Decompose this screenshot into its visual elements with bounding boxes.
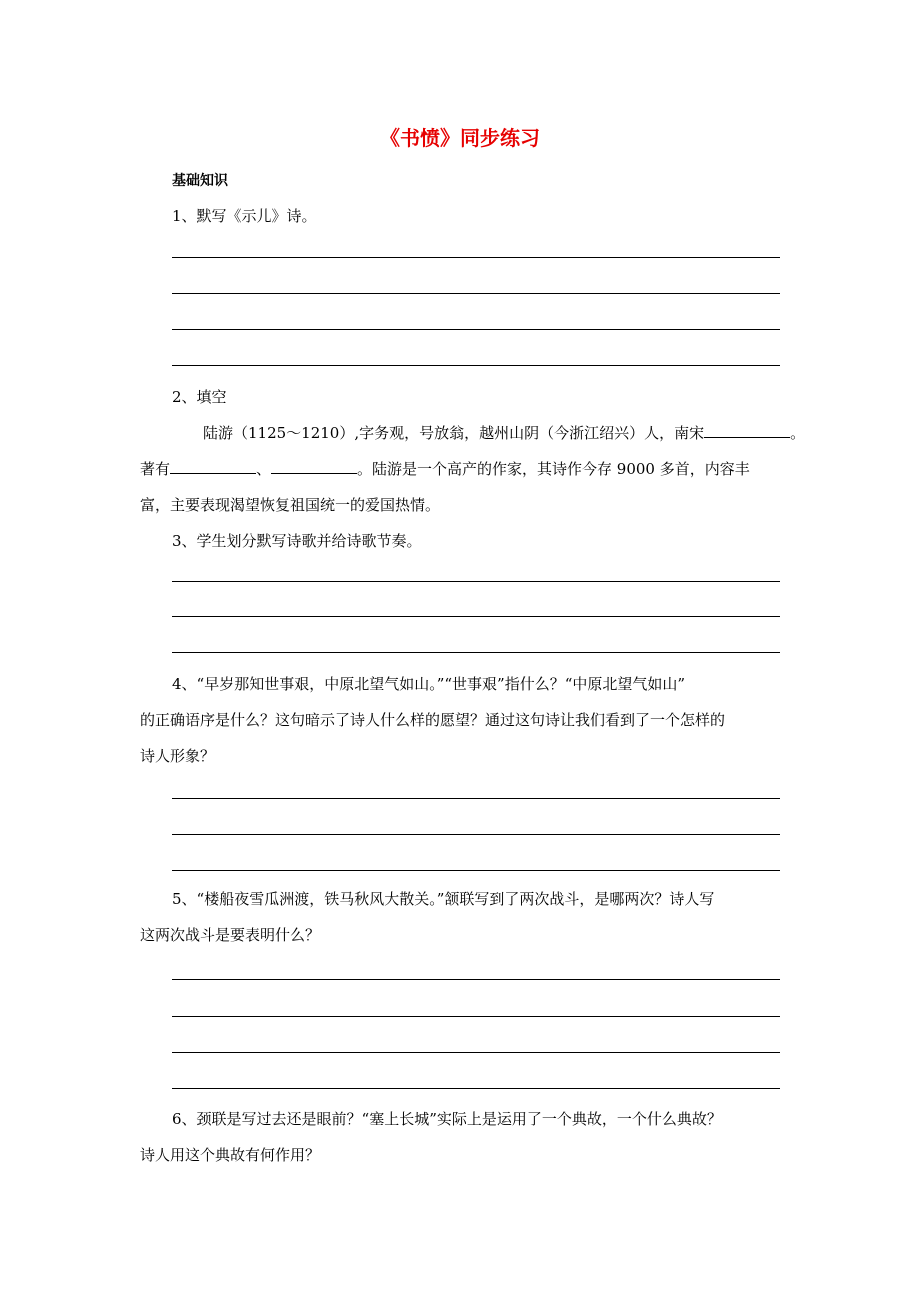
answer-line[interactable] [172,581,780,582]
question-5-line-1: 5、“楼船夜雪瓜洲渡，铁马秋风大散关。”颔联写到了两次战斗，是哪两次？诗人写 [172,890,715,908]
answer-line[interactable] [172,616,780,617]
question-2-label: 2、填空 [172,388,227,406]
blank-dynasty[interactable] [704,423,790,438]
answer-line[interactable] [172,834,780,835]
answer-line[interactable] [172,870,780,871]
section-heading: 基础知识 [172,173,228,189]
answer-line[interactable] [172,979,780,980]
answer-line[interactable] [172,293,780,294]
question-2-line-3: 富，主要表现渴望恢复祖国统一的爱国热情。 [140,496,441,514]
answer-line[interactable] [172,1052,780,1053]
answer-line[interactable] [172,798,780,799]
question-1: 1、默写《示儿》诗。 [172,207,317,225]
answer-line[interactable] [172,365,780,366]
answer-line[interactable] [172,257,780,258]
q2-text-1a: 陆游（1125～1210）,字务观，号放翁，越州山阴（今浙江绍兴）人，南宋 [203,424,705,442]
question-2-line-2 [140,458,750,479]
question-5-line-2: 这两次战斗是要表明什么？ [140,926,321,944]
question-4-line-2: 的正确语序是什么？这句暗示了诗人什么样的愿望？通过这句诗让我们看到了一个怎样的 [140,711,726,729]
question-6-line-1: 6、颈联是写过去还是眼前？“塞上长城”实际上是运用了一个典故，一个什么典故？ [172,1110,722,1128]
question-2-line-1 [203,422,805,443]
answer-line[interactable] [172,652,780,653]
answer-line[interactable] [172,1088,780,1089]
answer-line[interactable] [172,329,780,330]
q2-text-2a: 著有 [140,460,171,478]
question-4-line-1: 4、“早岁那知世事艰，中原北望气如山。”“世事艰”指什么？“中原北望气如山” [172,675,686,693]
page-title: 《书愤》同步练习 [380,126,540,150]
blank-work-1[interactable] [170,459,256,474]
question-6-line-2: 诗人用这个典故有何作用？ [140,1146,321,1164]
answer-line[interactable] [172,1016,780,1017]
blank-work-2[interactable] [271,459,357,474]
q2-text-1b: 。 [790,424,806,442]
q2-text-2c: 。陆游是一个高产的作家，其诗作今存 9000 多首，内容丰 [357,460,750,478]
question-3: 3、学生划分默写诗歌并给诗歌节奏。 [172,532,422,550]
q2-text-2b: 、 [256,460,272,478]
question-4-line-3: 诗人形象？ [140,747,216,765]
